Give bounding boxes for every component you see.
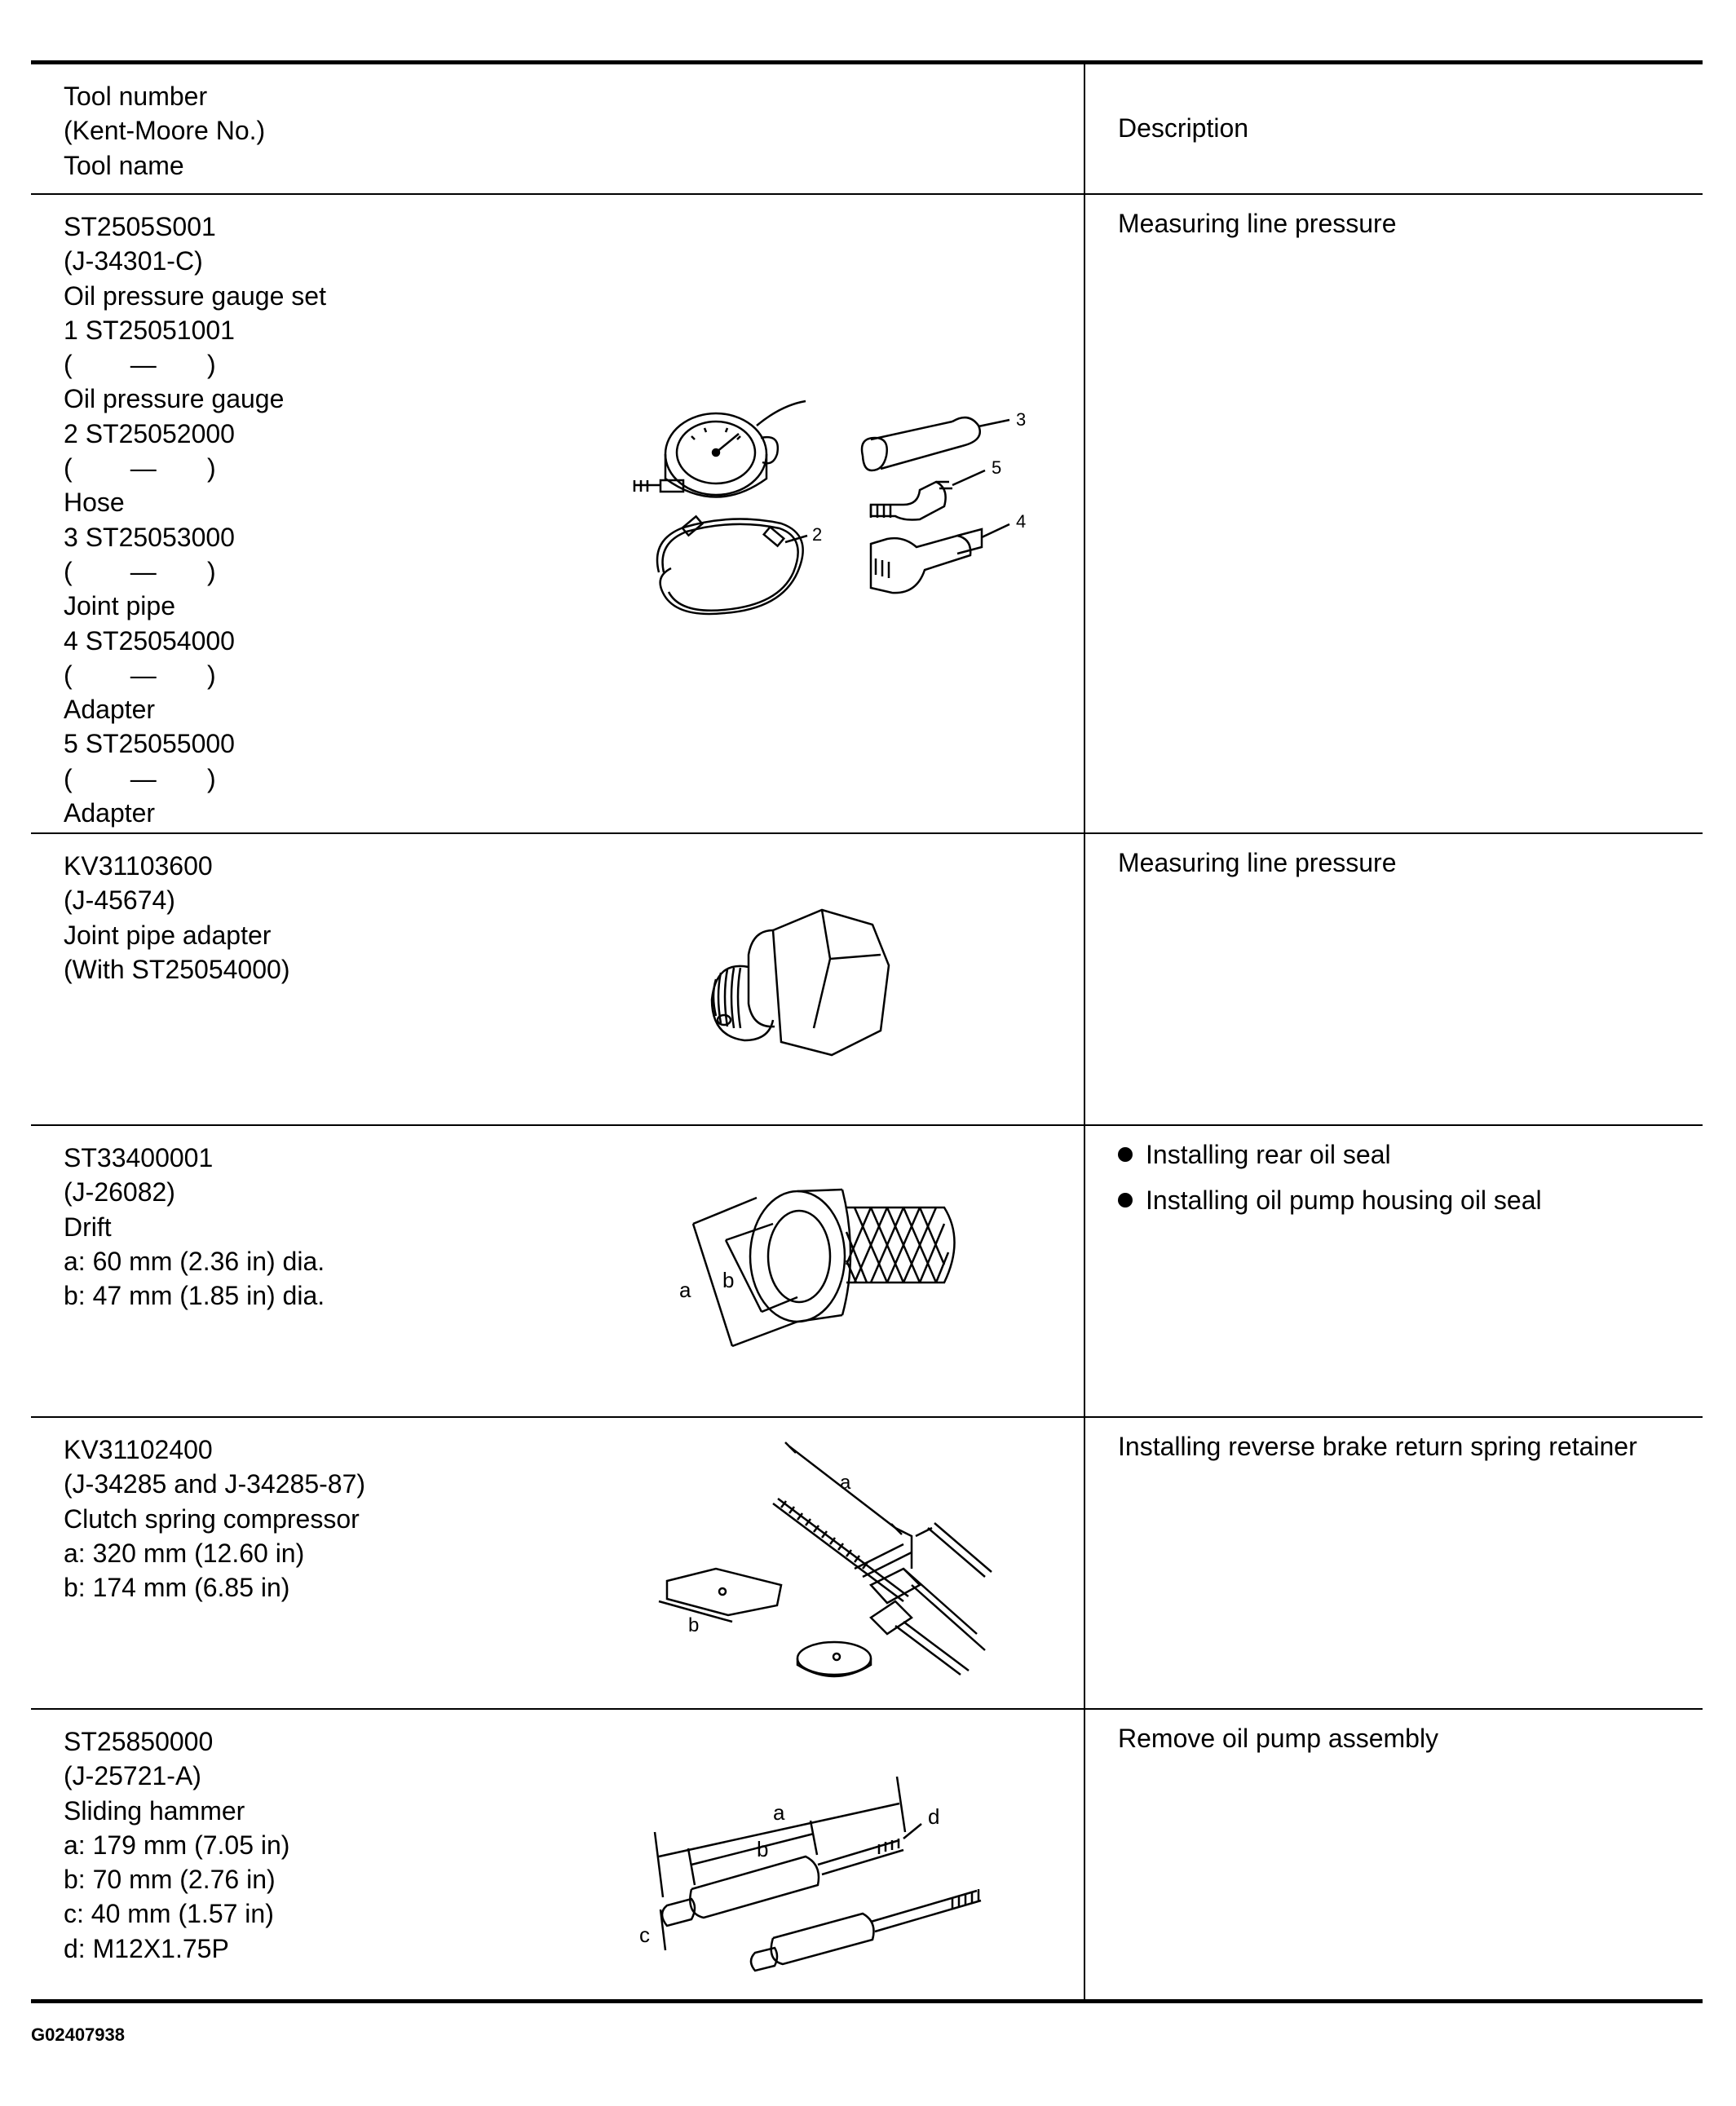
tool-description: Installing reverse brake return spring retainer (1118, 1432, 1637, 1461)
text-line: ( — ) (64, 556, 216, 586)
hose-icon (657, 516, 807, 614)
header-description-cell (1084, 63, 1703, 195)
text-line: 5 ST25055000 (64, 729, 235, 759)
washer-icon (797, 1642, 871, 1676)
text-line: Oil pressure gauge set (64, 280, 326, 311)
text-line: d: M12X1.75P (64, 1933, 229, 1963)
text-line: Oil pressure gauge (64, 384, 285, 414)
tool-description: Remove oil pump assembly (1118, 1724, 1439, 1753)
text-line: Hose (64, 488, 125, 518)
text-line: 4 ST25054000 (64, 625, 235, 656)
threaded-rod-icon (773, 1499, 908, 1601)
text-line: a: 179 mm (7.05 in) (64, 1830, 290, 1860)
header-tool-cell (31, 63, 1084, 195)
adapter-5-icon (871, 470, 985, 520)
oil-pressure-gauge-icon (634, 401, 806, 497)
text-line: c: 40 mm (1.57 in) (64, 1899, 274, 1929)
callout-4: 4 (1016, 511, 1027, 532)
header-row (31, 63, 1703, 195)
hex-adapter-icon (712, 910, 889, 1055)
text-line: Adapter (64, 695, 156, 725)
bullet-icon (1118, 1147, 1133, 1162)
callout-d: d (928, 1804, 940, 1829)
callout-c: c (639, 1923, 650, 1947)
description-cell (1084, 1709, 1703, 2002)
text-line: ( — ) (64, 763, 216, 793)
tool-row-oil-pressure-gauge-set (31, 194, 1703, 833)
text-line: ST25850000 (64, 1727, 214, 1756)
text-line: ( — ) (64, 350, 216, 380)
text-line: Joint pipe adapter (64, 920, 272, 950)
tool-cell (31, 833, 1084, 1125)
text-line: (With ST25054000) (64, 954, 290, 984)
text-line: (J-34285 and J-34285-87) (64, 1469, 366, 1499)
text-line: (J-34301-C) (64, 246, 203, 276)
description-cell (1084, 1125, 1703, 1417)
tool-row-drift (31, 1125, 1703, 1417)
text-line: Joint pipe (64, 591, 175, 621)
text-line: Tool number (64, 82, 208, 111)
text-line: a: 320 mm (12.60 in) (64, 1538, 305, 1568)
tool-text (64, 1433, 365, 1605)
bullet-item (1118, 1183, 1542, 1229)
compressor-frame-icon (855, 1523, 992, 1675)
text-line: b: 47 mm (1.85 in) dia. (64, 1281, 325, 1311)
tool-cell (31, 1125, 1084, 1417)
text-line: Tool name (64, 150, 184, 180)
joint-pipe-icon (862, 417, 1009, 470)
tool-description: Measuring line pressure (1118, 848, 1397, 877)
tool-cell (31, 194, 1084, 833)
joint-pipe-adapter-illustration (700, 898, 912, 1085)
text-line: (J-26082) (64, 1177, 175, 1208)
clutch-spring-compressor-illustration (626, 1438, 1050, 1691)
text-line: b: 174 mm (6.85 in) (64, 1573, 290, 1603)
header-tool-label (64, 79, 265, 183)
drift-illustration (679, 1175, 1009, 1371)
text-line: KV31102400 (64, 1435, 213, 1464)
callout-a: a (679, 1278, 691, 1302)
tool-description: Measuring line pressure (1118, 209, 1397, 238)
header-description-label: Description (1118, 113, 1249, 143)
tool-text (64, 1141, 325, 1313)
callout-b: b (688, 1614, 700, 1636)
sliding-hammer-upper-icon (662, 1839, 903, 1926)
bullet-text: Installing rear oil seal (1146, 1140, 1391, 1169)
callout-3: 3 (1016, 409, 1027, 430)
callout-5: 5 (992, 457, 1002, 478)
tool-row-sliding-hammer (31, 1709, 1703, 2002)
text-line: ST2505S001 (64, 212, 216, 241)
description-cell (1084, 1417, 1703, 1709)
text-line: ( — ) (64, 453, 216, 483)
text-line: Drift (64, 1212, 112, 1242)
text-line: (J-25721-A) (64, 1761, 201, 1791)
adapter-4-icon (871, 524, 1009, 593)
tool-row-joint-pipe-adapter (31, 833, 1703, 1125)
text-line: (Kent-Moore No.) (64, 116, 266, 146)
text-line: a: 60 mm (2.36 in) dia. (64, 1246, 325, 1276)
bullet-text: Installing oil pump housing oil seal (1146, 1185, 1542, 1215)
text-line: ST33400001 (64, 1143, 214, 1172)
figure-code: G02407938 (31, 2024, 125, 2045)
oil-pressure-gauge-set-illustration (626, 389, 1050, 658)
text-line: b: 70 mm (2.76 in) (64, 1865, 276, 1895)
special-service-tools-table (31, 60, 1703, 2003)
callout-a: a (840, 1472, 851, 1494)
text-line: 3 ST25053000 (64, 522, 235, 552)
callout-b: b (722, 1268, 735, 1292)
callout-2: 2 (812, 524, 823, 545)
sliding-hammer-illustration (610, 1742, 1067, 1987)
tool-cell (31, 1417, 1084, 1709)
text-line: ( — ) (64, 660, 216, 690)
description-cell (1084, 194, 1703, 833)
text-line: Adapter (64, 798, 156, 828)
text-line: 2 ST25052000 (64, 418, 235, 448)
text-line: Clutch spring compressor (64, 1503, 360, 1534)
text-line: (J-45674) (64, 885, 175, 916)
drift-tool-icon (750, 1190, 955, 1322)
text-line: KV31103600 (64, 851, 213, 881)
callout-a: a (773, 1800, 785, 1825)
tool-text (64, 1724, 289, 1966)
callout-b: b (757, 1837, 769, 1861)
bullet-icon (1118, 1193, 1133, 1208)
text-line: 1 ST25051001 (64, 315, 235, 345)
sliding-hammer-lower-icon (751, 1889, 981, 1971)
text-line: Sliding hammer (64, 1795, 245, 1826)
tool-row-clutch-spring-compressor (31, 1417, 1703, 1709)
tool-text (64, 210, 326, 830)
bullet-item (1118, 1137, 1542, 1183)
description-cell (1084, 833, 1703, 1125)
tool-cell (31, 1709, 1084, 2002)
description-bullets (1118, 1137, 1542, 1229)
tool-text (64, 849, 289, 987)
